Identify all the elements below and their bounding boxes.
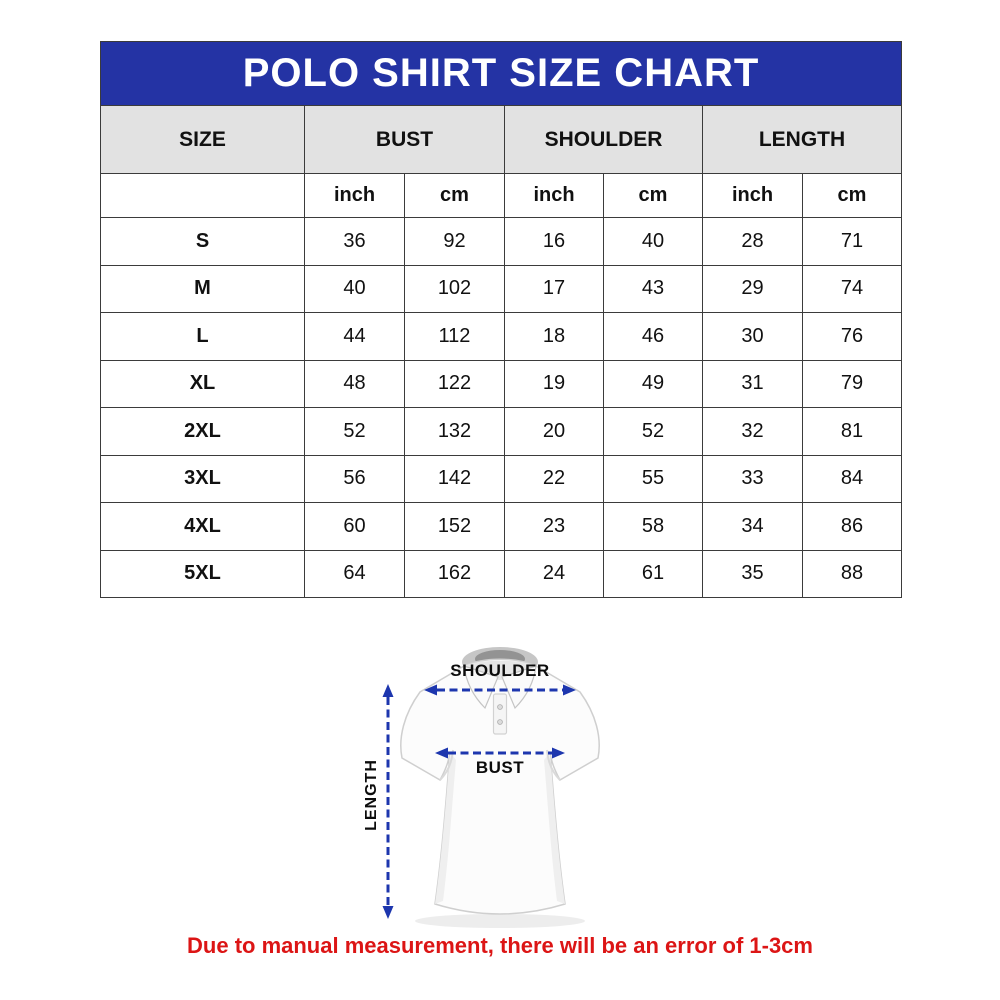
- value-cell: 48: [305, 360, 405, 408]
- value-cell: 29: [703, 265, 803, 313]
- value-cell: 19: [505, 360, 604, 408]
- value-cell: 43: [604, 265, 703, 313]
- size-cell: XL: [101, 360, 305, 408]
- value-cell: 22: [505, 455, 604, 503]
- table-row: [101, 265, 902, 313]
- value-cell: 64: [305, 550, 405, 598]
- title-row: [101, 42, 902, 106]
- value-cell: 81: [803, 408, 902, 456]
- value-cell: 44: [305, 313, 405, 361]
- value-cell: 17: [505, 265, 604, 313]
- column-header-row: [101, 106, 902, 174]
- col-header-length: LENGTH: [703, 106, 902, 174]
- value-cell: 52: [305, 408, 405, 456]
- length-arrow: [383, 684, 394, 919]
- size-chart-table: [100, 41, 902, 598]
- value-cell: 162: [405, 550, 505, 598]
- size-cell: L: [101, 313, 305, 361]
- unit-header: inch: [505, 174, 604, 218]
- value-cell: 61: [604, 550, 703, 598]
- value-cell: 58: [604, 503, 703, 551]
- value-cell: 102: [405, 265, 505, 313]
- table-row: [101, 218, 902, 266]
- table-row: [101, 455, 902, 503]
- table-row: [101, 503, 902, 551]
- value-cell: 152: [405, 503, 505, 551]
- unit-header: cm: [405, 174, 505, 218]
- value-cell: 46: [604, 313, 703, 361]
- value-cell: 56: [305, 455, 405, 503]
- table-row: [101, 408, 902, 456]
- unit-header: inch: [703, 174, 803, 218]
- value-cell: 40: [604, 218, 703, 266]
- value-cell: 122: [405, 360, 505, 408]
- value-cell: 31: [703, 360, 803, 408]
- value-cell: 86: [803, 503, 902, 551]
- value-cell: 16: [505, 218, 604, 266]
- polo-shirt-graphic: [340, 640, 660, 940]
- value-cell: 30: [703, 313, 803, 361]
- size-cell: M: [101, 265, 305, 313]
- blank-cell: [101, 174, 305, 218]
- value-cell: 18: [505, 313, 604, 361]
- value-cell: 35: [703, 550, 803, 598]
- value-cell: 23: [505, 503, 604, 551]
- unit-header: cm: [803, 174, 902, 218]
- size-cell: 2XL: [101, 408, 305, 456]
- value-cell: 74: [803, 265, 902, 313]
- col-header-shoulder: SHOULDER: [505, 106, 703, 174]
- value-cell: 92: [405, 218, 505, 266]
- value-cell: 36: [305, 218, 405, 266]
- value-cell: 88: [803, 550, 902, 598]
- value-cell: 49: [604, 360, 703, 408]
- bust-label: BUST: [475, 758, 525, 777]
- value-cell: 142: [405, 455, 505, 503]
- value-cell: 28: [703, 218, 803, 266]
- value-cell: 40: [305, 265, 405, 313]
- value-cell: 32: [703, 408, 803, 456]
- value-cell: 132: [405, 408, 505, 456]
- size-cell: 4XL: [101, 503, 305, 551]
- value-cell: 52: [604, 408, 703, 456]
- col-header-size: SIZE: [101, 106, 305, 174]
- size-cell: 5XL: [101, 550, 305, 598]
- measurement-diagram: [340, 640, 660, 940]
- value-cell: 20: [505, 408, 604, 456]
- value-cell: 33: [703, 455, 803, 503]
- value-cell: 112: [405, 313, 505, 361]
- table-row: [101, 313, 902, 361]
- unit-header-row: [101, 174, 902, 218]
- value-cell: 24: [505, 550, 604, 598]
- length-label: LENGTH: [363, 759, 380, 831]
- value-cell: 76: [803, 313, 902, 361]
- col-header-bust: BUST: [305, 106, 505, 174]
- value-cell: 34: [703, 503, 803, 551]
- size-cell: S: [101, 218, 305, 266]
- size-cell: 3XL: [101, 455, 305, 503]
- table-row: [101, 360, 902, 408]
- value-cell: 71: [803, 218, 902, 266]
- unit-header: inch: [305, 174, 405, 218]
- unit-header: cm: [604, 174, 703, 218]
- table-row: [101, 550, 902, 598]
- shoulder-label: SHOULDER: [450, 661, 550, 680]
- value-cell: 60: [305, 503, 405, 551]
- page-title: POLO SHIRT SIZE CHART: [101, 42, 902, 106]
- value-cell: 55: [604, 455, 703, 503]
- value-cell: 84: [803, 455, 902, 503]
- measurement-disclaimer: Due to manual measurement, there will be an error of 1-3cm: [187, 933, 813, 958]
- value-cell: 79: [803, 360, 902, 408]
